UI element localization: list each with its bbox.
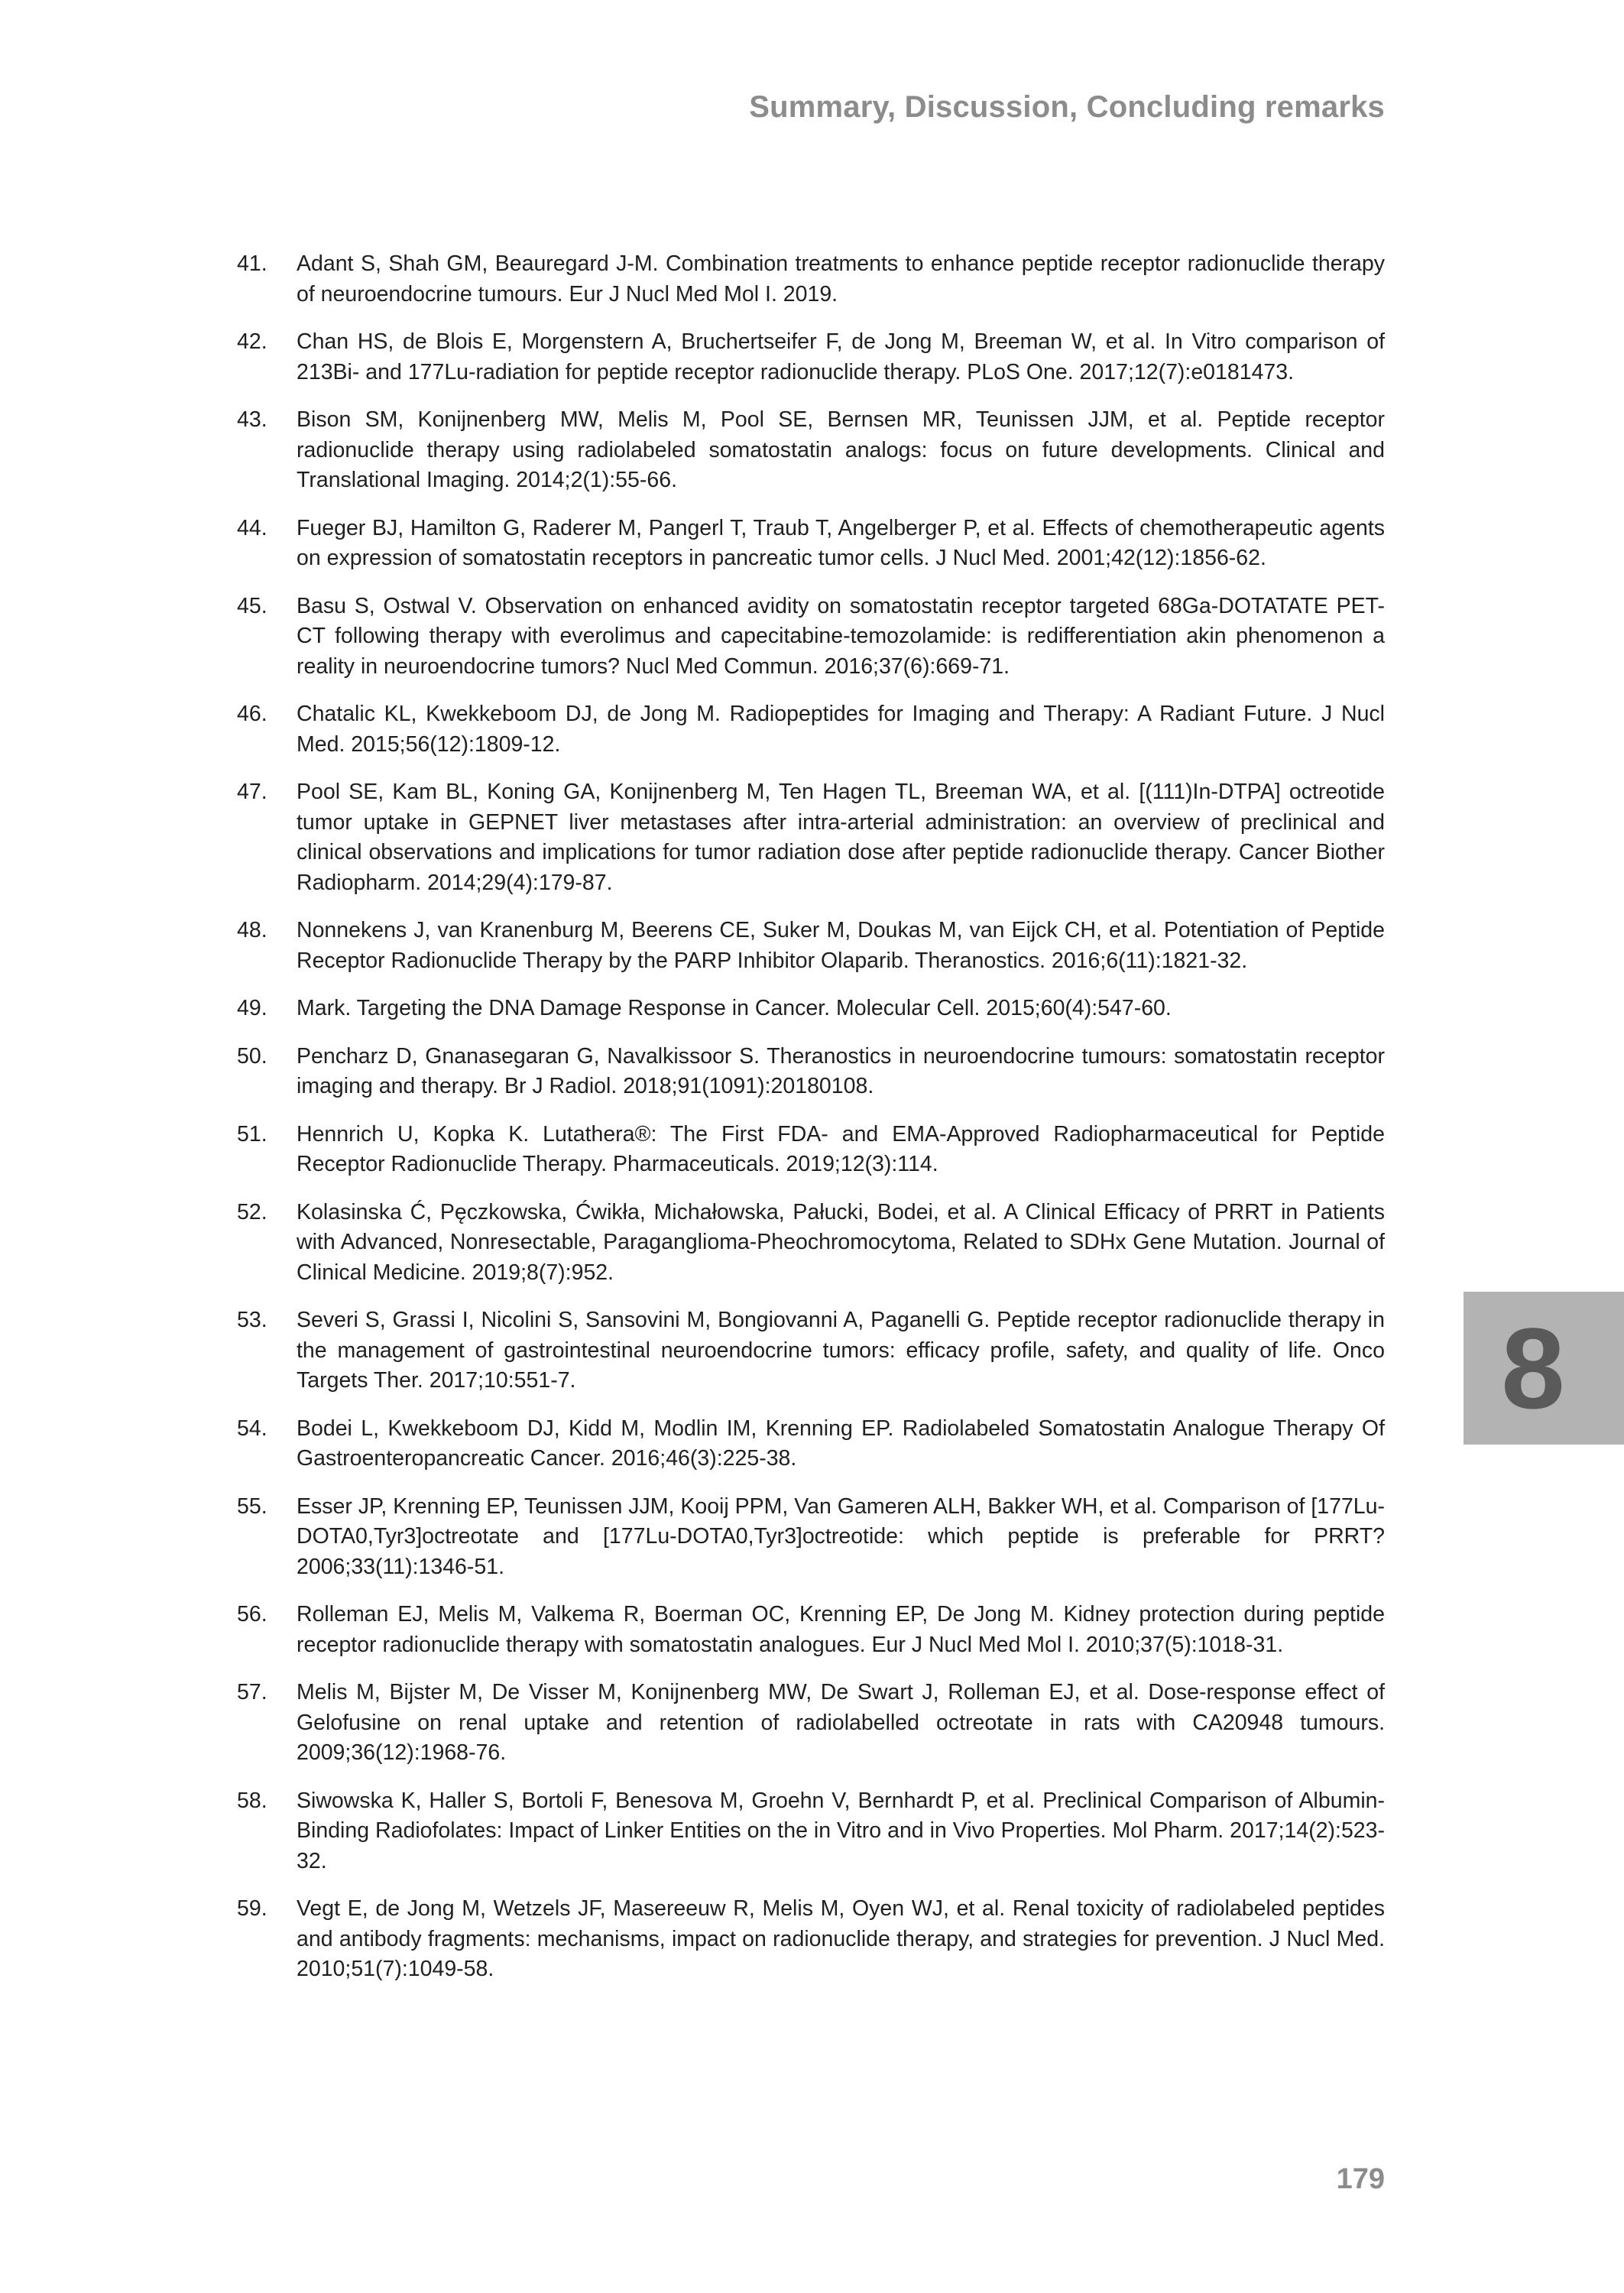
reference-text: Kolasinska Ć, Pęczkowska, Ćwikła, Michałowska, Pałucki, Bodei, et al. A Clinical Efficacy of PRRT in Patients with Advanced, Nonresectable, Paraganglioma-Pheochromocytoma, Related to SDHx Gene Mutation. Journal of Clinical Medicine. 2019;8(7):952. xyxy=(297,1199,1385,1285)
chapter-tab xyxy=(1464,1292,1624,1445)
reference-number: 49. xyxy=(237,996,267,1020)
reference-text: Nonnekens J, van Kranenburg M, Beerens CE, Suker M, Doukas M, van Eijck CH, et al. Potentiation of Peptide Receptor Radionuclide Therapy by the PARP Inhibitor Olaparib. Theranostics. 2016;6(11):1821-32. xyxy=(297,918,1385,973)
reference-item xyxy=(237,1786,1385,1877)
reference-item xyxy=(237,327,1385,388)
reference-text: Adant S, Shah GM, Beauregard J-M. Combination treatments to enhance peptide receptor radionuclide therapy of neuroendocrine tumours. Eur J Nucl Med Mol I. 2019. xyxy=(297,251,1385,306)
reference-list xyxy=(237,249,1385,2003)
reference-number: 54. xyxy=(237,1416,267,1441)
reference-item xyxy=(237,994,1385,1024)
reference-number: 45. xyxy=(237,593,267,618)
reference-item xyxy=(237,916,1385,976)
reference-number: 53. xyxy=(237,1308,267,1332)
reference-number: 48. xyxy=(237,918,267,942)
reference-text: Fueger BJ, Hamilton G, Raderer M, Pangerl T, Traub T, Angelberger P, et al. Effects of chemotherapeutic agents on expression of somatostatin receptors in pancreatic tumor cells. J Nucl Med. 2001;42(12):1856-62. xyxy=(297,515,1385,570)
reference-item xyxy=(237,249,1385,310)
reference-text: Bison SM, Konijnenberg MW, Melis M, Pool SE, Bernsen MR, Teunissen JJM, et al. Peptide receptor radionuclide therapy using radiolabeled somatostatin analogs: focus on future developments. Clinical and Translational Imaging. 2014;2(1):55-66. xyxy=(297,407,1385,492)
reference-item xyxy=(237,514,1385,574)
chapter-number: 8 xyxy=(1501,1304,1565,1432)
reference-item xyxy=(237,777,1385,898)
reference-text: Severi S, Grassi I, Nicolini S, Sansovini M, Bongiovanni A, Paganelli G. Peptide receptor radionuclide therapy in the management of gastrointestinal neuroendocrine tumors: efficacy profile, safety, and quality of life. Onco Targets Ther. 2017;10:551-7. xyxy=(297,1308,1385,1393)
reference-number: 46. xyxy=(237,702,267,726)
reference-text: Siwowska K, Haller S, Bortoli F, Benesova M, Groehn V, Bernhardt P, et al. Preclinical Comparison of Albumin-Binding Radiofolates: Impact of Linker Entities on the in Vitro and in Vivo Properties. Mol Pharm. 2017;14(2):523-32. xyxy=(297,1788,1385,1873)
reference-item xyxy=(237,699,1385,760)
reference-number: 51. xyxy=(237,1121,267,1146)
reference-text: Basu S, Ostwal V. Observation on enhanced avidity on somatostatin receptor targeted 68Ga-DOTATATE PET-CT following therapy with everolimus and capecitabine-temozolamide: is redifferentiation akin phenomenon a reality in neuroendocrine tumors? Nucl Med Commun. 2016;37(6):669-71. xyxy=(297,593,1385,679)
reference-text: Mark. Targeting the DNA Damage Response in Cancer. Molecular Cell. 2015;60(4):547-60. xyxy=(297,996,1172,1020)
reference-text: Pool SE, Kam BL, Koning GA, Konijnenberg M, Ten Hagen TL, Breeman WA, et al. [(111)In-DTPA] octreotide tumor uptake in GEPNET liver metastases after intra-arterial administration: an overview of preclinical and clinical observations and implications for tumor radiation dose after peptide radionuclide therapy. Cancer Biother Radiopharm. 2014;29(4):179-87. xyxy=(297,780,1385,895)
reference-item xyxy=(237,1042,1385,1102)
reference-number: 42. xyxy=(237,329,267,354)
running-header: Summary, Discussion, Concluding remarks xyxy=(749,90,1385,124)
reference-item xyxy=(237,1894,1385,1985)
reference-item xyxy=(237,1678,1385,1769)
reference-item xyxy=(237,1600,1385,1660)
reference-item xyxy=(237,1414,1385,1474)
reference-item xyxy=(237,1120,1385,1180)
reference-number: 55. xyxy=(237,1494,267,1519)
reference-text: Hennrich U, Kopka K. Lutathera®: The First FDA- and EMA-Approved Radiopharmaceutical for Peptide Receptor Radionuclide Therapy. Pharmaceuticals. 2019;12(3):114. xyxy=(297,1121,1385,1176)
reference-text: Bodei L, Kwekkeboom DJ, Kidd M, Modlin IM, Krenning EP. Radiolabeled Somatostatin Analogue Therapy Of Gastroenteropancreatic Cancer. 2016;46(3):225-38. xyxy=(297,1416,1385,1471)
reference-number: 47. xyxy=(237,780,267,804)
reference-item xyxy=(237,1492,1385,1583)
reference-number: 41. xyxy=(237,251,267,276)
reference-number: 59. xyxy=(237,1896,267,1921)
reference-item xyxy=(237,592,1385,683)
reference-item xyxy=(237,405,1385,496)
reference-text: Esser JP, Krenning EP, Teunissen JJM, Kooij PPM, Van Gameren ALH, Bakker WH, et al. Comparison of [177Lu-DOTA0,Tyr3]octreotate and [177Lu-DOTA0,Tyr3]octreotide: which peptide is preferable for PRRT? 2006;33(11):1346-51. xyxy=(297,1494,1385,1579)
reference-number: 58. xyxy=(237,1788,267,1813)
reference-number: 44. xyxy=(237,515,267,540)
reference-text: Vegt E, de Jong M, Wetzels JF, Masereeuw R, Melis M, Oyen WJ, et al. Renal toxicity of radiolabeled peptides and antibody fragments: mechanisms, impact on radionuclide therapy, and strategies for prevention. J Nucl Med. 2010;51(7):1049-58. xyxy=(297,1896,1385,1981)
reference-text: Chatalic KL, Kwekkeboom DJ, de Jong M. Radiopeptides for Imaging and Therapy: A Radiant Future. J Nucl Med. 2015;56(12):1809-12. xyxy=(297,702,1385,757)
reference-number: 43. xyxy=(237,407,267,432)
reference-text: Rolleman EJ, Melis M, Valkema R, Boerman OC, Krenning EP, De Jong M. Kidney protection during peptide receptor radionuclide therapy with somatostatin analogues. Eur J Nucl Med Mol I. 2010;37(5):1018-31. xyxy=(297,1602,1385,1657)
page-number: 179 xyxy=(1336,2163,1385,2195)
reference-number: 52. xyxy=(237,1199,267,1224)
reference-item xyxy=(237,1305,1385,1396)
reference-number: 57. xyxy=(237,1680,267,1704)
reference-text: Chan HS, de Blois E, Morgenstern A, Bruchertseifer F, de Jong M, Breeman W, et al. In Vitro comparison of 213Bi- and 177Lu-radiation for peptide receptor radionuclide therapy. PLoS One. 2017;12(7):e0181473. xyxy=(297,329,1385,384)
reference-number: 56. xyxy=(237,1602,267,1627)
reference-text: Melis M, Bijster M, De Visser M, Konijnenberg MW, De Swart J, Rolleman EJ, et al. Dose-response effect of Gelofusine on renal uptake and retention of radiolabelled octreotate in rats with CA20948 tumours. 2009;36(12):1968-76. xyxy=(297,1680,1385,1765)
reference-text: Pencharz D, Gnanasegaran G, Navalkissoor S. Theranostics in neuroendocrine tumours: somatostatin receptor imaging and therapy. Br J Radiol. 2018;91(1091):20180108. xyxy=(297,1043,1385,1098)
reference-number: 50. xyxy=(237,1043,267,1069)
reference-item xyxy=(237,1198,1385,1289)
